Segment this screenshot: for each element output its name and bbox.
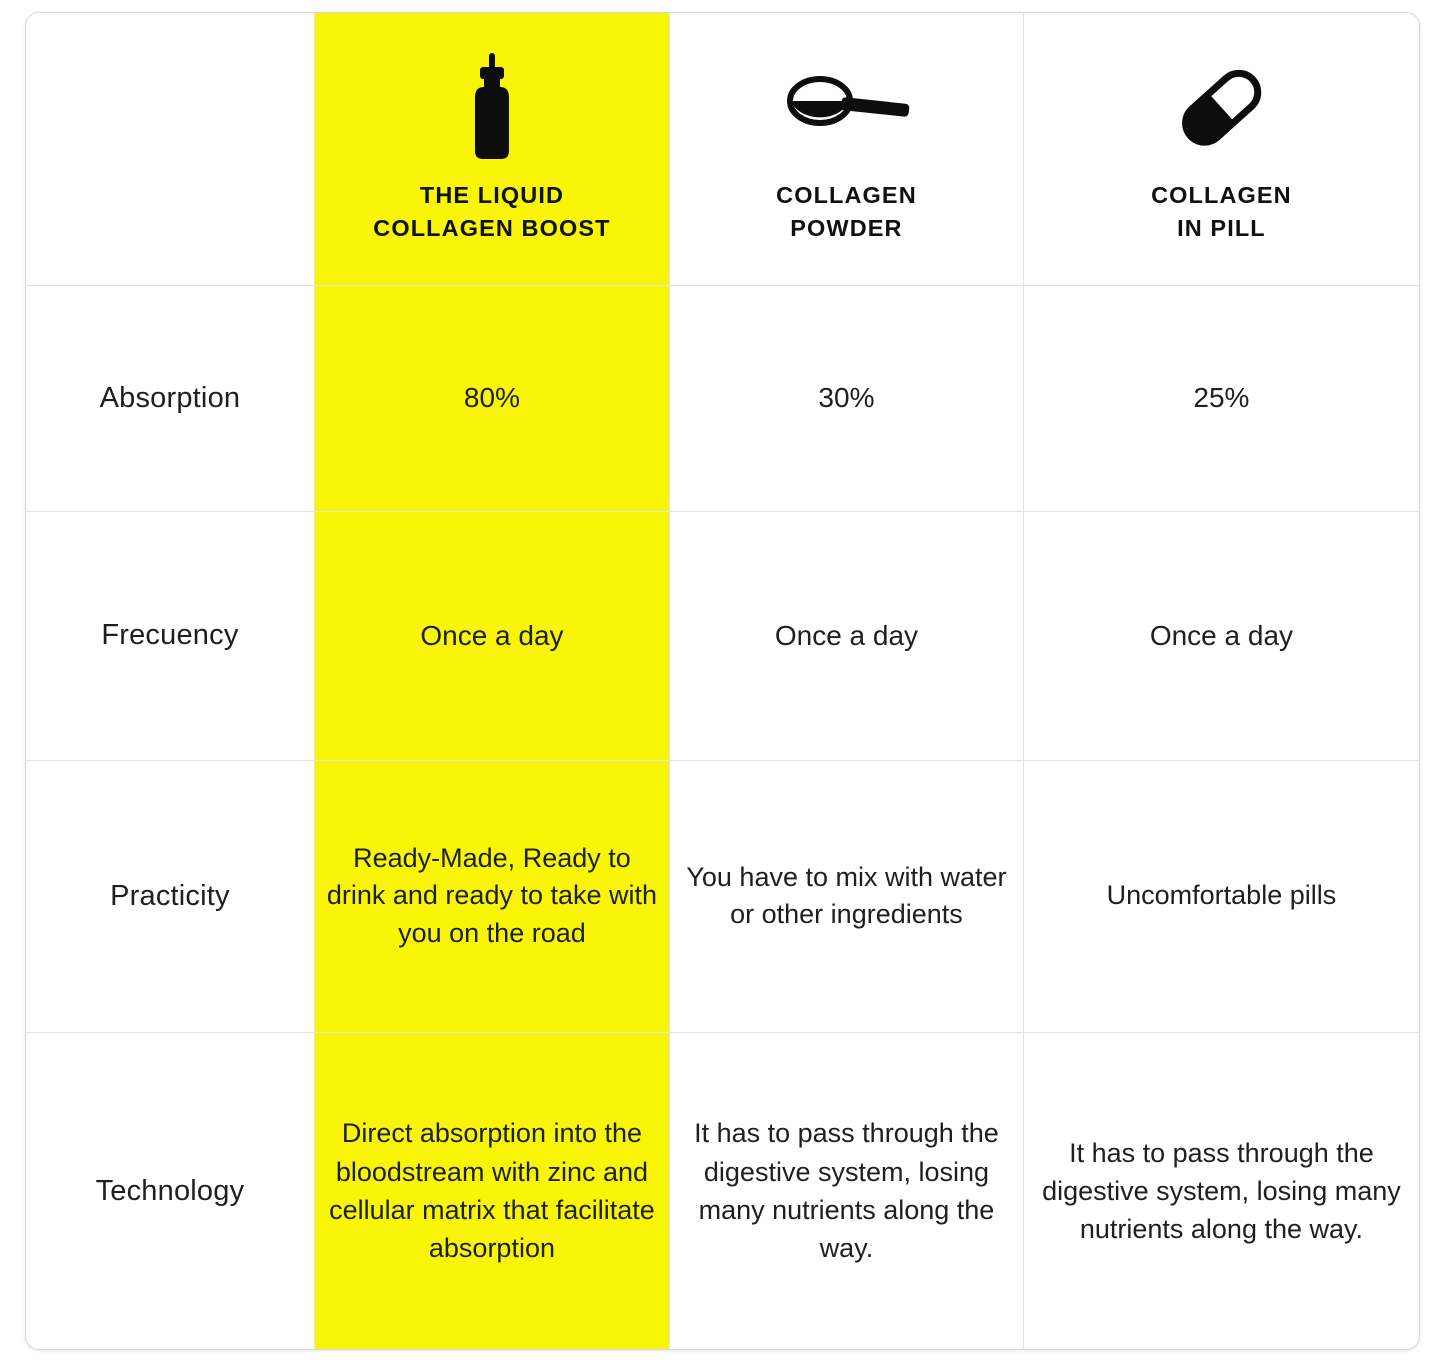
table-header-row xyxy=(26,13,1419,285)
column-header-liquid-line1: THE LIQUID xyxy=(419,181,565,208)
row-label-frequency: Frecuency xyxy=(26,512,314,760)
cell-value: It has to pass through the digestive system, losing many nutrients along the way. xyxy=(1042,1137,1401,1245)
column-header-liquid xyxy=(314,13,669,285)
comparison-table xyxy=(26,13,1419,1349)
cell-technology-powder xyxy=(670,1033,1024,1350)
cell-value: Ready-Made, Ready to drink and ready to take with you on the road xyxy=(326,842,658,949)
cell-value: 25% xyxy=(1193,382,1250,414)
cell-value: 80% xyxy=(463,382,520,414)
cell-value: Once a day xyxy=(774,619,919,651)
header-corner-cell xyxy=(26,13,314,285)
column-header-pill-line2: IN PILL xyxy=(1177,214,1266,241)
cell-frequency-powder xyxy=(670,512,1024,760)
row-label-practicity: Practicity xyxy=(26,760,314,1032)
table-row-absorption xyxy=(26,285,1419,511)
column-header-liquid-line2: COLLAGEN BOOST xyxy=(373,214,611,241)
cell-technology-liquid xyxy=(314,1033,669,1350)
cell-value: It has to pass through the digestive system, losing many nutrients along the way. xyxy=(694,1118,999,1264)
column-header-pill-line1: COLLAGEN xyxy=(1151,181,1292,208)
cell-practicity-powder xyxy=(670,760,1024,1032)
cell-value: You have to mix with water or other ingredients xyxy=(686,861,1007,930)
cell-technology-pill xyxy=(1023,1033,1419,1350)
cell-value: Once a day xyxy=(420,619,564,651)
cell-value: 30% xyxy=(818,382,875,414)
table-row-frequency xyxy=(26,512,1419,760)
row-label-technology: Technology xyxy=(26,1033,314,1350)
cell-frequency-liquid xyxy=(314,512,669,760)
cell-absorption-powder xyxy=(670,285,1024,511)
column-header-pill xyxy=(1023,13,1419,285)
comparison-table-card xyxy=(25,12,1420,1350)
scoop-icon xyxy=(682,53,1011,161)
column-header-powder xyxy=(670,13,1024,285)
column-header-powder-line1: COLLAGEN xyxy=(776,181,917,208)
dropper-bottle-icon xyxy=(327,53,657,161)
capsule-pill-icon xyxy=(1036,53,1407,161)
cell-value: Once a day xyxy=(1149,619,1294,651)
cell-value: Uncomfortable pills xyxy=(1106,880,1337,911)
cell-frequency-pill xyxy=(1023,512,1419,760)
table-row-technology xyxy=(26,1033,1419,1350)
row-label-absorption: Absorption xyxy=(26,285,314,511)
cell-absorption-liquid xyxy=(314,285,669,511)
cell-practicity-liquid xyxy=(314,760,669,1032)
cell-absorption-pill xyxy=(1023,285,1419,511)
table-row-practicity xyxy=(26,760,1419,1032)
cell-value: Direct absorption into the bloodstream with zinc and cellular matrix that facilitate absorption xyxy=(329,1118,655,1264)
column-header-powder-line2: POWDER xyxy=(790,214,903,241)
cell-practicity-pill xyxy=(1023,760,1419,1032)
